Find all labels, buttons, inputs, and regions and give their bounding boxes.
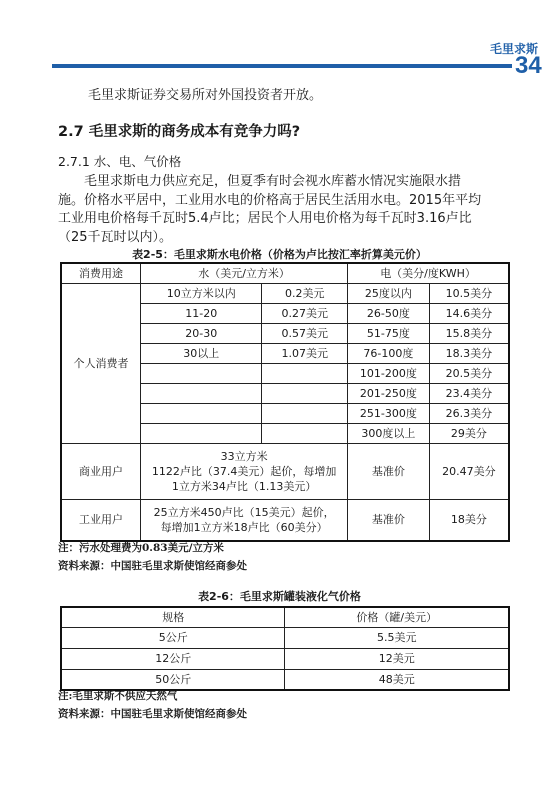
lpg-price: 5.5美元 <box>285 627 509 648</box>
commercial-elec-price: 20.47美分 <box>429 443 509 499</box>
section-heading: 2.7 毛里求斯的商务成本有竞争力吗? <box>58 124 301 140</box>
elec-price: 23.4美分 <box>429 383 509 403</box>
elec-tier: 76-100度 <box>348 343 430 363</box>
lpg-price: 12美元 <box>285 648 509 669</box>
elec-price: 18.3美分 <box>429 343 509 363</box>
elec-tier: 51-75度 <box>348 323 430 343</box>
paragraph-line: 工业用电价格每千瓦时5.4卢比；居民个人用电价格为每千瓦时3.16卢比 <box>58 211 472 226</box>
lpg-spec: 5公斤 <box>61 627 285 648</box>
commercial-water-line: 33立方米 <box>220 449 268 463</box>
water-price: 1.07美元 <box>262 343 348 363</box>
paragraph-line: 施。价格水平居中，工业用水电的价格高于居民生活用水电。2015年平均 <box>58 192 482 208</box>
water-empty <box>141 383 262 403</box>
water-empty <box>262 423 348 443</box>
water-empty <box>262 383 348 403</box>
water-price: 0.2美元 <box>262 283 348 303</box>
water-price: 0.57美元 <box>262 323 348 343</box>
elec-price: 26.3美分 <box>429 403 509 423</box>
elec-tier: 201-250度 <box>348 383 430 403</box>
personal-consumer-label: 个人消费者 <box>61 283 141 443</box>
table2-source: 资料来源：中国驻毛里求斯使馆经商参处 <box>58 708 247 720</box>
table-row <box>61 627 509 648</box>
elec-price: 20.5美分 <box>429 363 509 383</box>
table-header-row <box>61 263 509 283</box>
body-paragraph <box>58 173 508 247</box>
table-row <box>61 648 509 669</box>
table-row <box>61 283 509 303</box>
industrial-water-line: 25立方米450卢比（15美元）起价， <box>153 505 335 519</box>
elec-tier: 251-300度 <box>348 403 430 423</box>
water-empty <box>141 423 262 443</box>
running-header-section: 毛里求斯 <box>489 42 538 56</box>
commercial-water-price <box>141 443 348 499</box>
lpg-price-table <box>60 606 510 691</box>
water-tier: 10立方米以内 <box>141 283 262 303</box>
industrial-water-line: 每增加1立方米18卢比（60美分） <box>160 520 328 534</box>
table1-source: 资料来源：中国驻毛里求斯使馆经商参处 <box>58 560 247 572</box>
commercial-elec-label: 基准价 <box>348 443 430 499</box>
lpg-spec: 12公斤 <box>61 648 285 669</box>
lpg-price: 48美元 <box>285 669 509 690</box>
commercial-water-line: 1122卢比（37.4美元）起价，每增加 <box>151 464 337 478</box>
water-empty <box>141 403 262 423</box>
commercial-label: 商业用户 <box>61 443 141 499</box>
industrial-elec-label: 基准价 <box>348 499 430 541</box>
header-rule <box>52 64 512 68</box>
elec-tier: 25度以内 <box>348 283 430 303</box>
table-row <box>61 669 509 690</box>
elec-tier: 300度以上 <box>348 423 430 443</box>
table-header-row <box>61 607 509 627</box>
water-tier: 30以上 <box>141 343 262 363</box>
water-empty <box>262 403 348 423</box>
commercial-water-line: 1立方米34卢比（1.13美元） <box>171 479 317 493</box>
table1-note: 注：污水处理费为0.83美元/立方米 <box>58 542 224 554</box>
elec-price: 10.5美分 <box>429 283 509 303</box>
industrial-water-price <box>141 499 348 541</box>
header-water: 水（美元/立方米） <box>141 263 348 283</box>
header-electricity: 电（美分/度KWH） <box>348 263 509 283</box>
subsection-heading: 2.7.1 水、电、气价格 <box>58 154 182 169</box>
elec-price: 14.6美分 <box>429 303 509 323</box>
intro-line: 毛里求斯证券交易所对外国投资者开放。 <box>88 88 323 103</box>
header-usage: 消费用途 <box>61 263 141 283</box>
water-empty <box>262 363 348 383</box>
table2-note: 注:毛里求斯不供应天然气 <box>58 690 178 702</box>
paragraph-line: 毛里求斯电力供应充足，但夏季有时会视水库蓄水情况实施限水措 <box>84 174 462 189</box>
header-price: 价格（罐/美元） <box>285 607 509 627</box>
elec-price: 15.8美分 <box>429 323 509 343</box>
elec-price: 29美分 <box>429 423 509 443</box>
table-row <box>61 499 509 541</box>
elec-tier: 101-200度 <box>348 363 430 383</box>
table2-caption: 表2-6：毛里求斯罐装液化气价格 <box>198 590 361 603</box>
water-tier: 20-30 <box>141 323 262 343</box>
water-tier: 11-20 <box>141 303 262 323</box>
industrial-elec-price: 18美分 <box>429 499 509 541</box>
water-empty <box>141 363 262 383</box>
water-electricity-price-table <box>60 262 510 542</box>
table-row <box>61 443 509 499</box>
industrial-label: 工业用户 <box>61 499 141 541</box>
paragraph-line: （25千瓦时以内）。 <box>58 229 173 245</box>
lpg-spec: 50公斤 <box>61 669 285 690</box>
water-price: 0.27美元 <box>262 303 348 323</box>
header-spec: 规格 <box>61 607 285 627</box>
table1-caption: 表2-5：毛里求斯水电价格（价格为卢比按汇率折算美元价） <box>132 248 427 261</box>
page-number: 34 <box>515 52 542 79</box>
elec-tier: 26-50度 <box>348 303 430 323</box>
